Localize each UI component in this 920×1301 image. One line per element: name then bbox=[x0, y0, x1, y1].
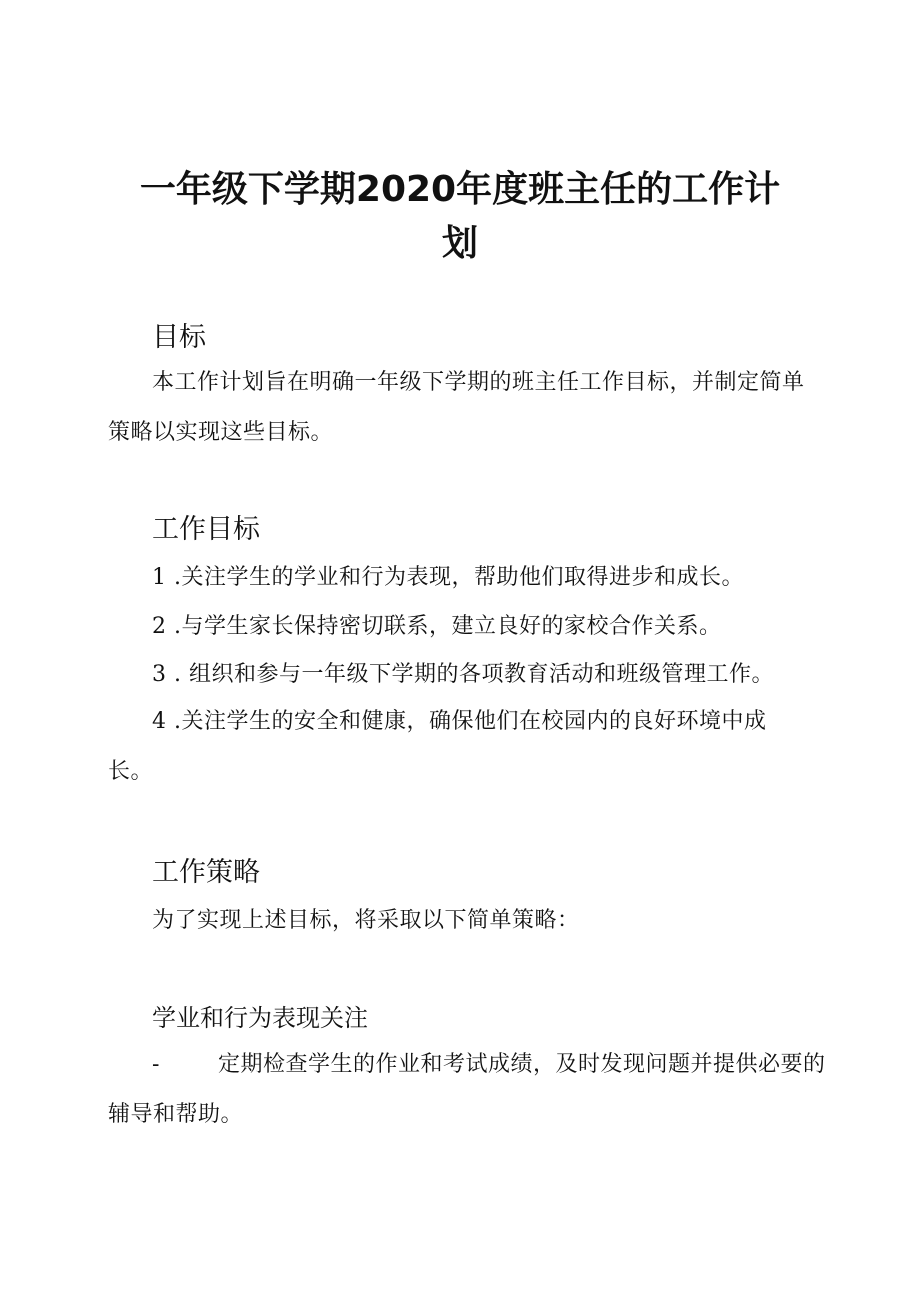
work-goal-item-1: 1 .关注学生的学业和行为表现，帮助他们取得进步和成长。 bbox=[152, 565, 744, 590]
document-title: 一年级下学期2020年度班主任的工作计划 bbox=[139, 169, 781, 264]
academic-dash-item bbox=[108, 1040, 828, 1140]
academic-item-text: 定期检查学生的作业和考试成绩，及时发现问题并提供必要的辅导和帮助。 bbox=[108, 1052, 826, 1127]
section-heading-goal: 目标 bbox=[152, 322, 206, 353]
work-goal-item-2: 2 .与学生家长保持密切联系，建立良好的家校合作关系。 bbox=[152, 614, 722, 639]
dash-bullet: - bbox=[152, 1052, 160, 1077]
work-goal-item-4: 4 .关注学生的安全和健康，确保他们在校园内的良好环境中成长。 bbox=[108, 709, 767, 784]
section-heading-strategy: 工作策略 bbox=[152, 857, 260, 888]
section-heading-work-goals: 工作目标 bbox=[152, 514, 260, 545]
goal-paragraph: 本工作计划旨在明确一年级下学期的班主任工作目标，并制定简单策略以实现这些目标。 bbox=[108, 370, 805, 445]
section-heading-academic: 学业和行为表现关注 bbox=[152, 1004, 368, 1032]
work-goal-item-3: 3 . 组织和参与一年级下学期的各项教育活动和班级管理工作。 bbox=[152, 662, 774, 687]
strategy-paragraph: 为了实现上述目标，将采取以下简单策略： bbox=[152, 908, 580, 933]
